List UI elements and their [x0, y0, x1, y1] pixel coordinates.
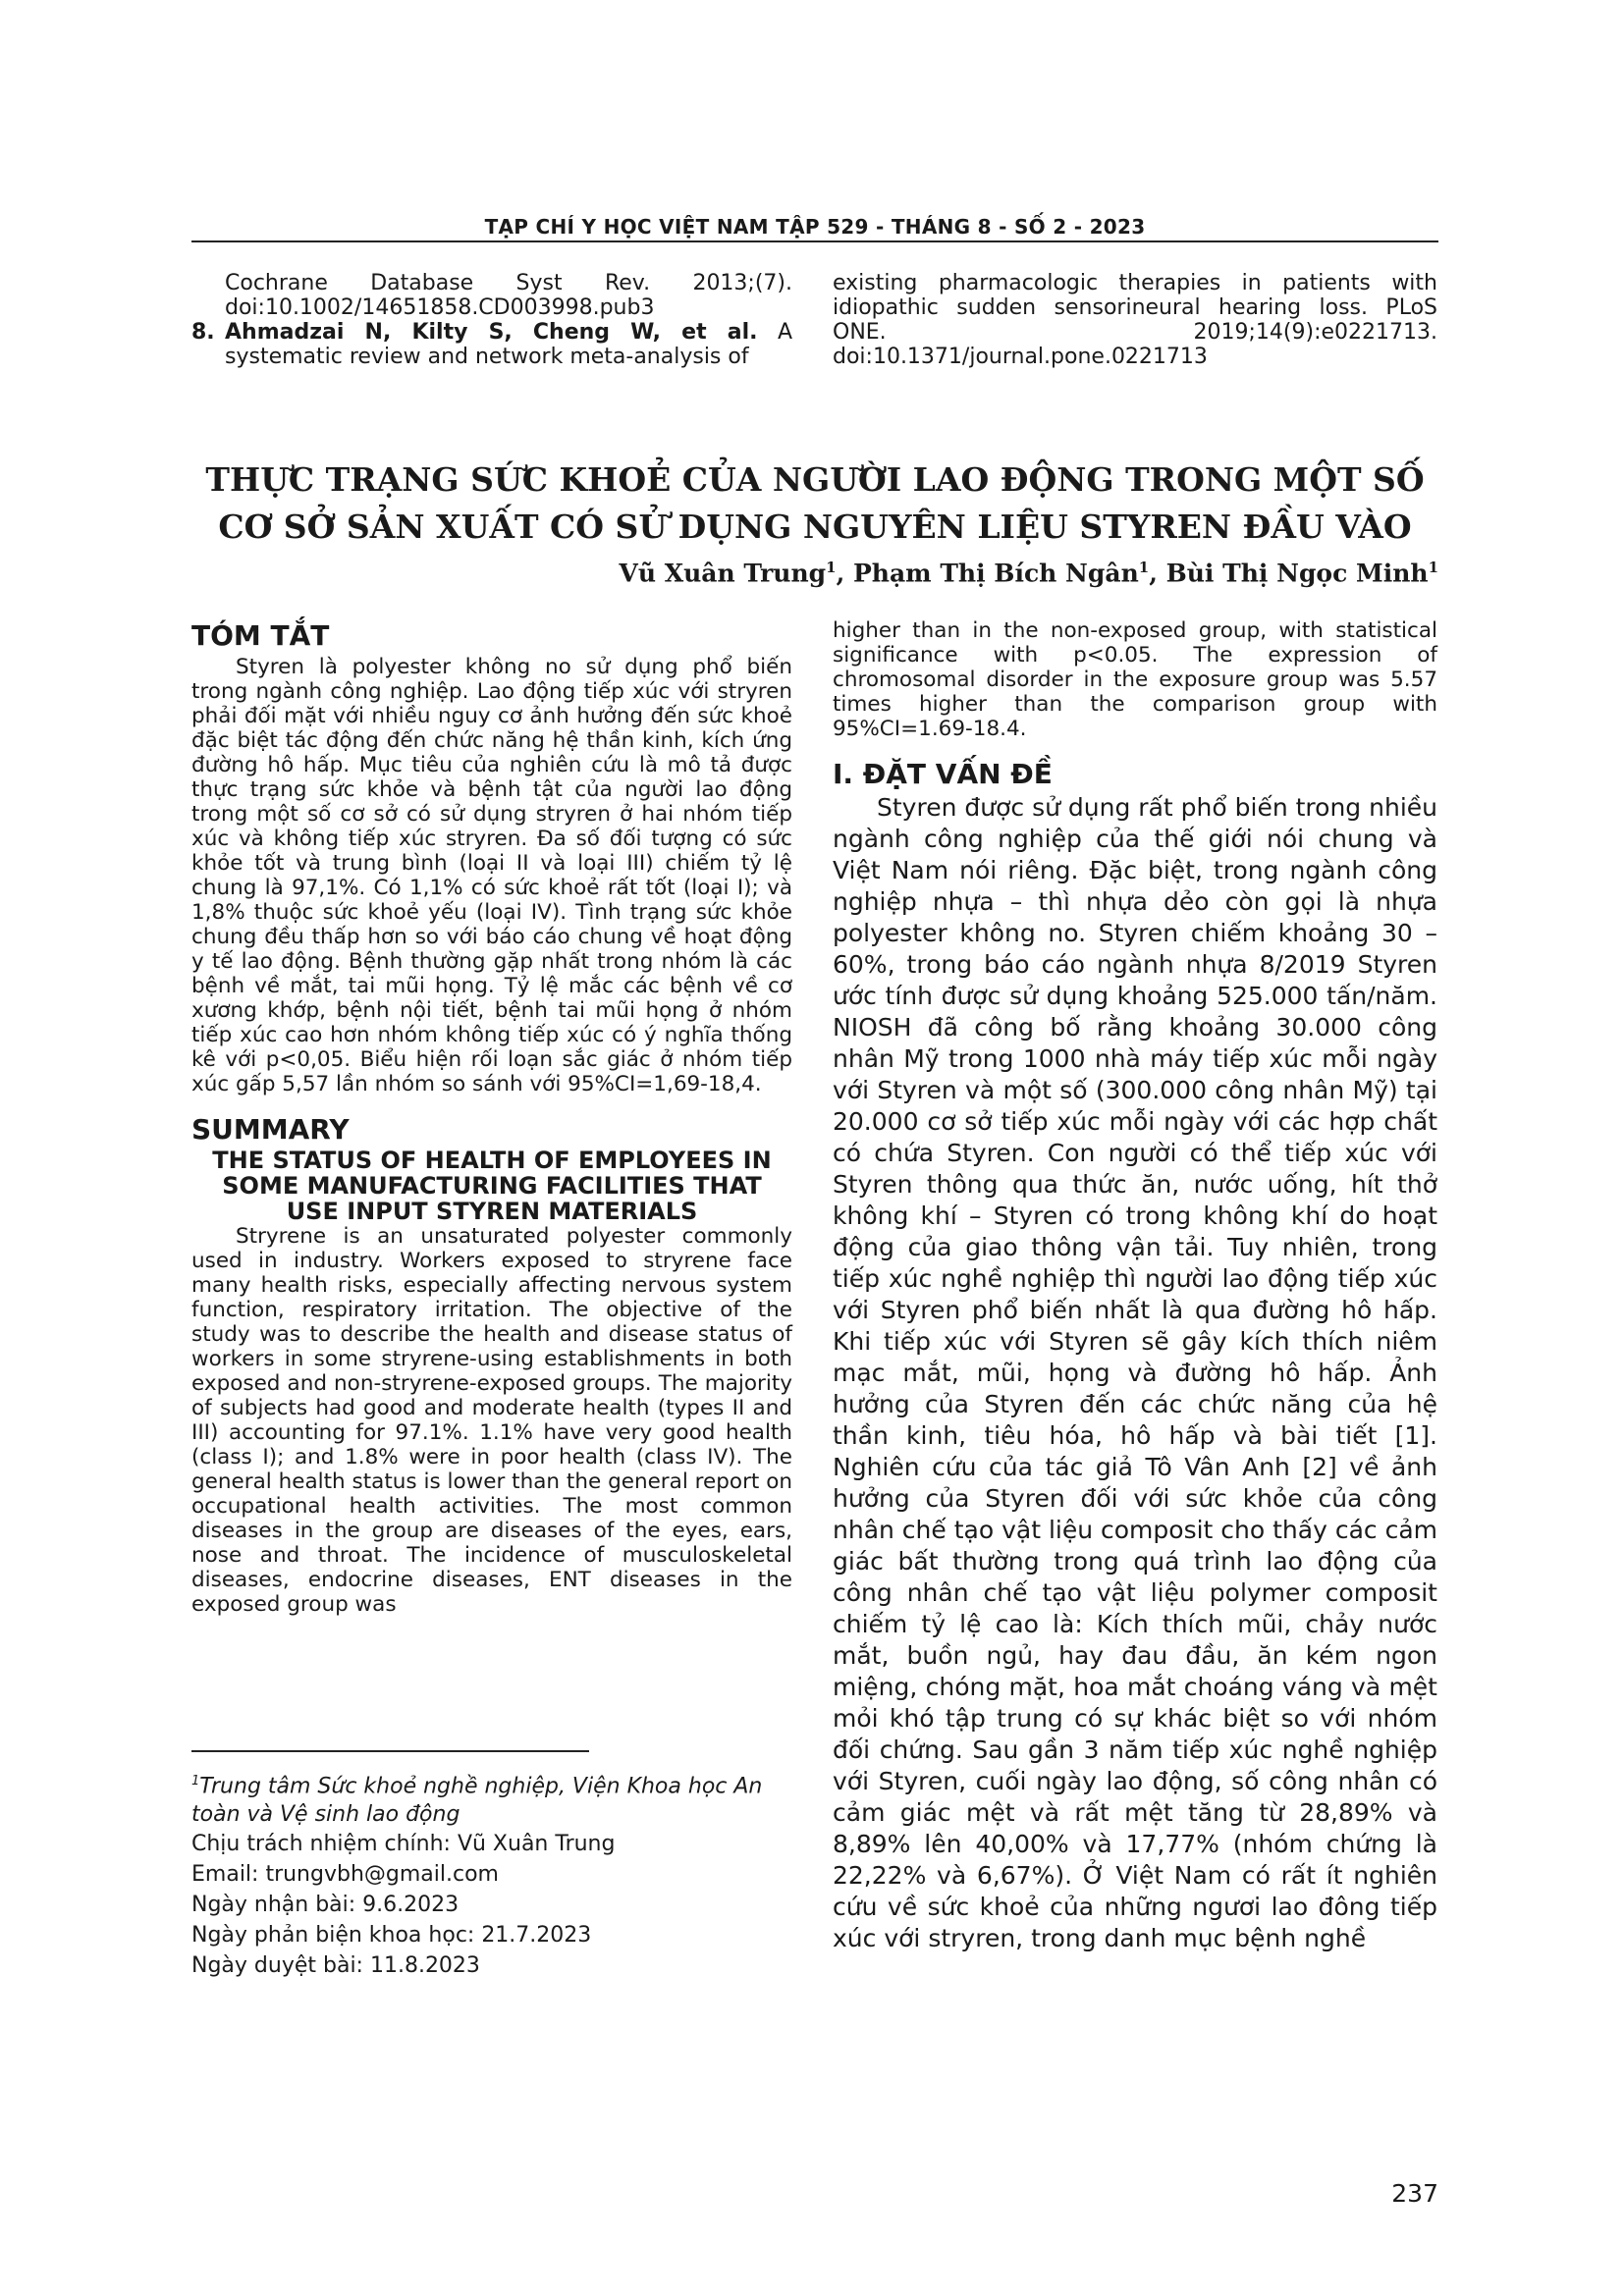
footnote-reviewed: Ngày phản biện khoa học: 21.7.2023 — [191, 1923, 592, 1949]
section-1-heading: I. ĐẶT VẤN ĐỀ — [833, 758, 1053, 790]
left-column — [191, 618, 792, 1617]
author-1: Vũ Xuân Trung — [619, 559, 827, 588]
author-1-affiliation: 1 — [826, 559, 837, 576]
abstract-heading: TÓM TẮT — [191, 619, 330, 652]
footnote-marker: 1 — [191, 1774, 200, 1789]
author-3: Bùi Thị Ngọc Minh — [1165, 559, 1429, 588]
reference-8-number: 8. — [191, 320, 215, 345]
header-rule — [191, 240, 1438, 242]
summary-text-continued: higher than in the non-exposed group, with statistical significance with p<0.05. The expression of chromosomal disorder in the exposure group was 5.57 times higher than the comparison group with 95%CI=1.69-18.4. — [833, 618, 1437, 741]
author-2-affiliation: 1 — [1138, 559, 1150, 576]
right-column — [833, 618, 1437, 1954]
abstract-text: Styren là polyester không no sử dụng phổ biến trong ngành công nghiệp. Lao động tiếp xúc với stryren phải đối mặt với nhiều nguy cơ ảnh hưởng đến sức khoẻ đặc biệt tác động đến chức năng hệ thần kinh, kích ứng đường hô hấp. Mục tiêu của nghiên cứu là mô tả được thực trạng sức khỏe và bệnh tật của người lao động trong một số cơ sở có sử dụng stryren ở hai nhóm tiếp xúc và không tiếp xúc stryren. Đa số đối tượng có sức khỏe tốt và trung bình (loại II và loại III) chiếm tỷ lệ chung là 97,1%. Có 1,1% có sức khoẻ rất tốt (loại I); và 1,8% thuộc sức khoẻ yếu (loại IV). Tình trạng sức khỏe chung đều thấp hơn so với báo cáo chung về hoạt động y tế lao động. Bệnh thường gặp nhất trong nhóm là các bệnh về mắt, tai mũi họng. Tỷ lệ mắc các bệnh về cơ xương khớp, bệnh nội tiết, bệnh tai mũi họng ở nhóm tiếp xúc cao hơn nhóm không tiếp xúc có ý nghĩa thống kê với p<0,05. Biểu hiện rối loạn sắc giác ở nhóm tiếp xúc gấp 5,57 lần nhóm so sánh với 95%CI=1,69-18,4. — [191, 655, 792, 1096]
reference-8-text: A systematic review and network meta-analysis of — [225, 320, 793, 369]
summary-title-line1: THE STATUS OF HEALTH OF EMPLOYEES IN — [212, 1147, 772, 1174]
author-separator: , — [836, 559, 853, 588]
footnote-responsible: Chịu trách nhiệm chính: Vũ Xuân Trung — [191, 1832, 616, 1857]
footnote-affiliation-text: Trung tâm Sức khoẻ nghề nghiệp, Viện Khoa học An toàn và Vệ sinh lao động — [191, 1774, 763, 1828]
summary-heading: SUMMARY — [191, 1113, 350, 1146]
article-title — [191, 456, 1438, 551]
reference-7-line1: Cochrane Database Syst Rev. 2013;(7). — [225, 271, 792, 295]
author-separator: , — [1149, 559, 1166, 588]
reference-8-continued: existing pharmacologic therapies in patients with idiopathic sudden sensorineural hearing loss. PLoS ONE. 2019;14(9):e0221713. doi:10.1371/journal.pone.0221713 — [833, 271, 1437, 369]
author-2: Phạm Thị Bích Ngân — [853, 559, 1139, 588]
reference-8 — [191, 320, 792, 369]
footnote-accepted: Ngày duyệt bài: 11.8.2023 — [191, 1953, 480, 1979]
footnote-email: Email: trungvbh@gmail.com — [191, 1862, 499, 1888]
page-number: 237 — [1391, 2179, 1438, 2208]
reference-7-continued — [191, 271, 792, 320]
summary-title-line3: USE INPUT STYREN MATERIALS — [286, 1198, 698, 1225]
footnote-rule — [191, 1750, 589, 1752]
section-1-text: Styren được sử dụng rất phổ biến trong nhiều ngành công nghiệp của thế giới nói chung và Việt Nam nói riêng. Đặc biệt, trong ngành công nghiệp nhựa – thì nhựa dẻo còn gọi là nhựa polyester không no. Styren chiếm khoảng 30 – 60%, trong báo cáo ngành nhựa 8/2019 Styren ước tính được sử dụng khoảng 525.000 tấn/năm. NIOSH đã công bố rằng khoảng 30.000 công nhân Mỹ trong 1000 nhà máy tiếp xúc mỗi ngày với Styren và một số (300.000 công nhân Mỹ) tại 20.000 cơ sở tiếp xúc mỗi ngày với các hợp chất có chứa Styren. Con người có thể tiếp xúc với Styren thông qua thức ăn, nước uống, hít thở không khí – Styren có trong không khí do hoạt động của giao thông vận tải. Tuy nhiên, trong tiếp xúc nghề nghiệp thì người lao động tiếp xúc với Styren phổ biến nhất là qua đường hô hấp. Khi tiếp xúc với Styren sẽ gây kích thích niêm mạc mắt, mũi, họng và đường hô hấp. Ảnh hưởng của Styren đến các chức năng của hệ thần kinh, tiêu hóa, hô hấp và bài tiết [1]. Nghiên cứu của tác giả Tô Vân Anh [2] về ảnh hưởng của Styren đối với sức khỏe của công nhân chế tạo vật liệu composit cho thấy các cảm giác bất thường trong quá trình lao động của công nhân chế tạo vật liệu polymer composit chiếm tỷ lệ cao là: Kích thích mũi, chảy nước mắt, buồn ngủ, hay đau đầu, ăn kém ngon miệng, chóng mặt, hoa mắt choáng váng và mệt mỏi khó tập trung có sự khác biệt so với nhóm đối chứng. Sau gần 3 năm tiếp xúc nghề nghiệp với Styren, cuối ngày lao động, số công nhân có cảm giác mệt và rất mệt tăng từ 28,89% và 8,89% lên 40,00% và 17,77% (nhóm chứng là 22,22% và 6,67%). Ở Việt Nam có rất ít nghiên cứu về sức khoẻ của những ngươi lao đông tiếp xúc với stryren, trong danh mục bệnh nghề — [833, 793, 1438, 1952]
running-head: TẠP CHÍ Y HỌC VIỆT NAM TẬP 529 - THÁNG 8 - SỐ 2 - 2023 — [484, 215, 1146, 239]
author-3-affiliation: 1 — [1428, 559, 1438, 576]
article-title-line2: CƠ SỞ SẢN XUẤT CÓ SỬ DỤNG NGUYÊN LIỆU STYREN ĐẦU VÀO — [218, 507, 1412, 546]
footnote-received: Ngày nhận bài: 9.6.2023 — [191, 1893, 460, 1918]
footnote-affiliation — [191, 1767, 792, 1829]
reference-8-authors: Ahmadzai N, Kilty S, Cheng W, et al. — [225, 320, 758, 345]
references-left — [191, 271, 792, 369]
article-title-line1: THỰC TRẠNG SỨC KHOẺ CỦA NGƯỜI LAO ĐỘNG TRONG MỘT SỐ — [205, 460, 1425, 499]
summary-title — [191, 1148, 792, 1224]
reference-7-line2: doi:10.1002/14651858.CD003998.pub3 — [225, 295, 655, 320]
footnote — [191, 1767, 792, 1981]
summary-title-line2: SOME MANUFACTURING FACILITIES THAT — [222, 1172, 762, 1200]
author-list — [550, 559, 1438, 587]
summary-text: Stryrene is an unsaturated polyester commonly used in industry. Workers exposed to stryrene face many health risks, especially affecting nervous system function, respiratory irritation. The objective of the study was to describe the health and disease status of workers in some stryrene-using establishments in both exposed and non-stryrene-exposed groups. The majority of subjects had good and moderate health (types II and III) accounting for 97.1%. 1.1% have very good health (class I); and 1.8% were in poor health (class IV). The general health status is lower than the general report on occupational health activities. The most common diseases in the group are diseases of the eyes, ears, nose and throat. The incidence of musculoskeletal diseases, endocrine diseases, ENT diseases in the exposed group was — [191, 1224, 792, 1617]
